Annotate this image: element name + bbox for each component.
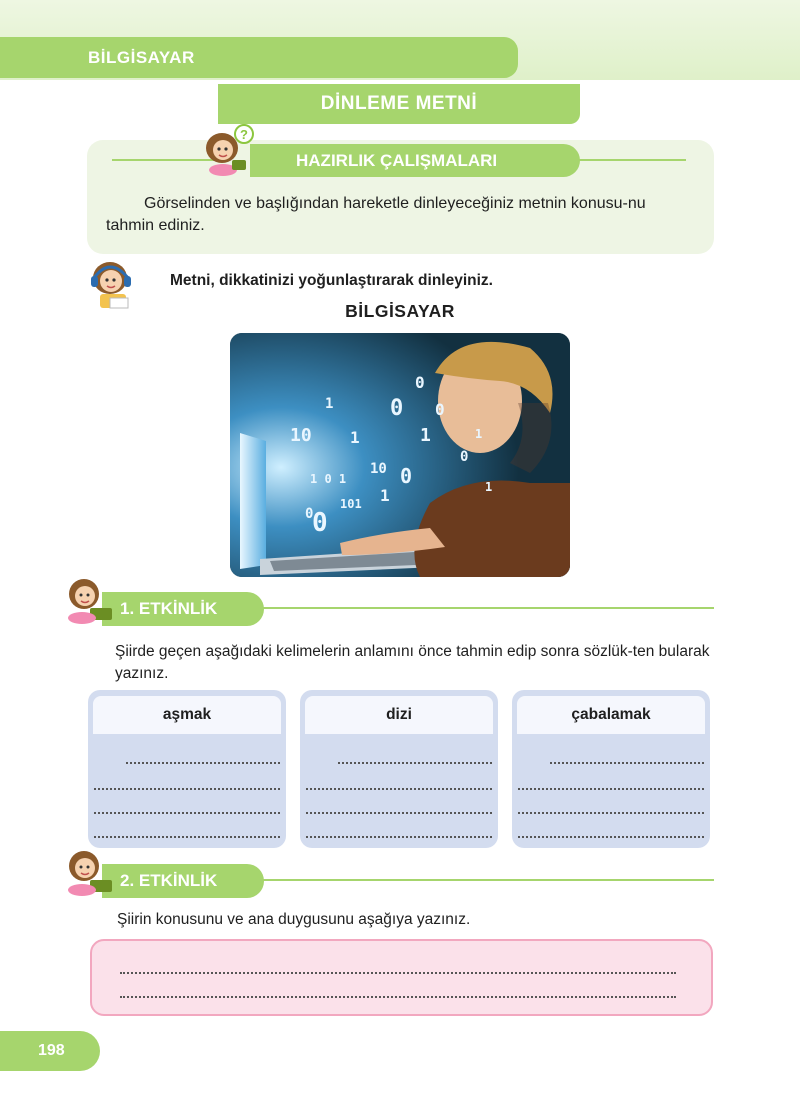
instruction-text: Metni, dikkatinizi yoğunlaştırarak dinleyiniz.: [170, 272, 493, 289]
svg-text:1: 1: [325, 396, 334, 412]
answer-line[interactable]: [94, 836, 280, 838]
answer-line[interactable]: [306, 836, 492, 838]
section-title: DİNLEME METNİ: [320, 93, 478, 114]
answer-line[interactable]: [126, 762, 280, 764]
subject-tab: [0, 37, 518, 78]
word-card-1-title: aşmak: [93, 696, 281, 734]
word-card-3-title: çabalamak: [517, 696, 705, 734]
svg-text:0: 0: [460, 449, 469, 465]
activity1-tab: [102, 592, 264, 626]
answer-line[interactable]: [94, 812, 280, 814]
activity2-tab: [102, 864, 264, 898]
activity1-title: 1. ETKİNLİK: [120, 599, 218, 618]
activity2-text: Şiirin konusunu ve ana duygusunu aşağıya yazınız.: [117, 911, 471, 928]
svg-text:1 0 1: 1 0 1: [310, 472, 347, 486]
preparation-text: Görselinden ve başlığından hareketle dinleyeceğiniz metnin konusu-nu tahmin ediniz.: [106, 195, 646, 234]
page-number: 198: [38, 1042, 65, 1059]
activity1-text: Şiirde geçen aşağıdaki kelimelerin anlamını önce tahmin edip sonra sözlük-ten bularak yazınız.: [115, 643, 710, 682]
svg-text:0: 0: [415, 373, 425, 392]
answer-line[interactable]: [94, 788, 280, 790]
answer-line[interactable]: [550, 762, 704, 764]
preparation-title-tab: [250, 144, 580, 177]
page-number-tab: [0, 1031, 100, 1071]
girl-reading-icon: [62, 846, 120, 898]
answer-line[interactable]: [306, 788, 492, 790]
svg-text:0: 0: [435, 400, 445, 419]
preparation-divider-right: [578, 159, 686, 161]
word-card-2: [300, 690, 498, 848]
svg-text:10: 10: [370, 461, 387, 477]
svg-text:1: 1: [350, 428, 360, 447]
answer-line[interactable]: [120, 972, 676, 974]
girl-reading-icon: [62, 574, 120, 626]
answer-line[interactable]: [338, 762, 492, 764]
svg-text:1: 1: [475, 427, 483, 441]
poem-title: BİLGİSAYAR: [345, 301, 455, 321]
activity2-title: 2. ETKİNLİK: [120, 871, 218, 890]
svg-text:1: 1: [485, 480, 493, 494]
answer-line[interactable]: [120, 996, 676, 998]
computer-user-photo: [230, 333, 570, 577]
svg-text:10: 10: [290, 425, 312, 446]
svg-text:101: 101: [340, 497, 362, 511]
svg-text:?: ?: [240, 127, 248, 142]
activity1-divider: [236, 607, 714, 609]
answer-line[interactable]: [518, 812, 704, 814]
answer-box: [90, 939, 713, 1016]
girl-thinking-icon: [196, 124, 260, 176]
svg-text:0: 0: [312, 508, 328, 538]
svg-text:0: 0: [305, 506, 314, 522]
word-card-3: [512, 690, 710, 848]
answer-line[interactable]: [518, 836, 704, 838]
section-banner: [218, 84, 580, 124]
subject-label: BİLGİSAYAR: [88, 48, 195, 67]
preparation-title: HAZIRLIK ÇALIŞMALARI: [296, 151, 498, 170]
activity2-divider: [236, 879, 714, 881]
svg-text:1: 1: [420, 425, 431, 446]
svg-text:0: 0: [400, 464, 413, 488]
word-card-1: [88, 690, 286, 848]
svg-text:0: 0: [390, 396, 404, 421]
svg-text:1: 1: [380, 486, 390, 505]
answer-line[interactable]: [306, 812, 492, 814]
answer-line[interactable]: [518, 788, 704, 790]
word-card-2-title: dizi: [305, 696, 493, 734]
